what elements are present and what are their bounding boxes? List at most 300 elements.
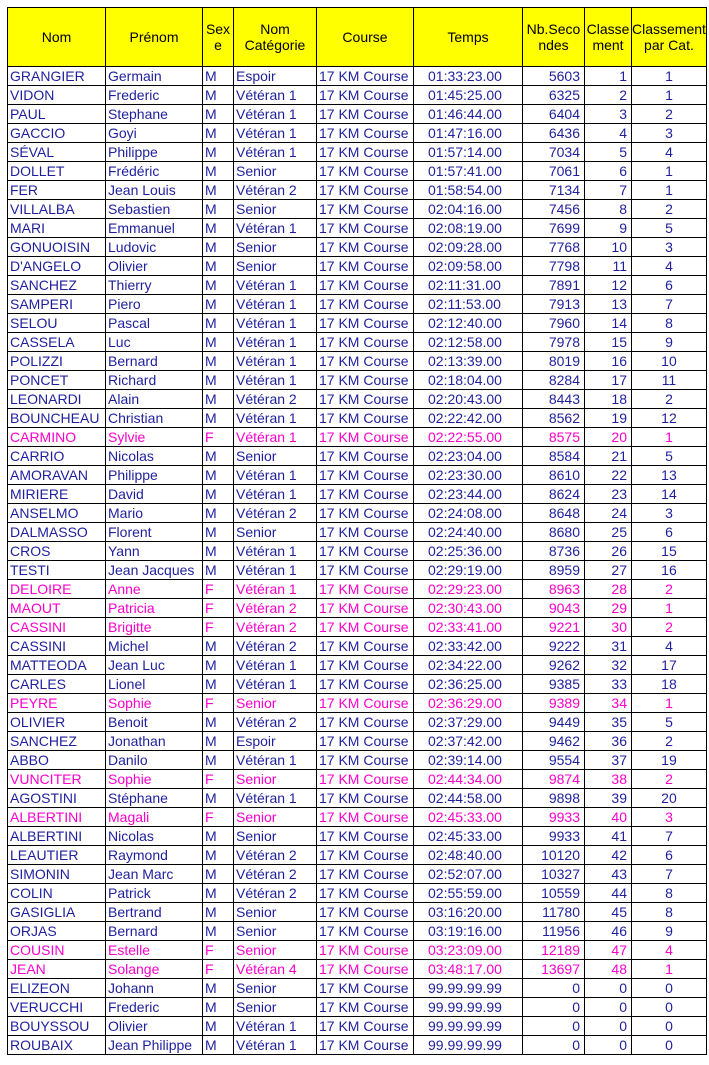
- cell-course: 17 KM Course: [317, 675, 414, 694]
- cell-prenom: Florent: [106, 523, 203, 542]
- cell-sexe: F: [203, 941, 234, 960]
- cell-sexe: M: [203, 352, 234, 371]
- table-row: [8, 428, 707, 447]
- cell-prenom: Jean Marc: [106, 865, 203, 884]
- cell-sexe: F: [203, 580, 234, 599]
- cell-categorie: Vétéran 2: [234, 637, 317, 656]
- cell-course: 17 KM Course: [317, 523, 414, 542]
- table-row: [8, 371, 707, 390]
- cell-sexe: M: [203, 523, 234, 542]
- cell-classement-cat: 14: [632, 485, 707, 504]
- cell-classement: 46: [585, 922, 632, 941]
- table-row: [8, 352, 707, 371]
- table-row: [8, 713, 707, 732]
- cell-temps: 99.99.99.99: [414, 979, 523, 998]
- cell-temps: 01:58:54.00: [414, 181, 523, 200]
- header-nom-categorie: Nom Catégorie: [234, 8, 317, 67]
- cell-nom: PAUL: [8, 105, 106, 124]
- table-row: [8, 238, 707, 257]
- cell-nom: GASIGLIA: [8, 903, 106, 922]
- cell-sexe: M: [203, 238, 234, 257]
- cell-temps: 02:37:29.00: [414, 713, 523, 732]
- cell-nom: DALMASSO: [8, 523, 106, 542]
- cell-classement: 31: [585, 637, 632, 656]
- cell-nb-secondes: 9554: [523, 751, 585, 770]
- cell-classement-cat: 2: [632, 200, 707, 219]
- cell-categorie: Senior: [234, 694, 317, 713]
- cell-categorie: Vétéran 1: [234, 314, 317, 333]
- cell-course: 17 KM Course: [317, 105, 414, 124]
- cell-course: 17 KM Course: [317, 466, 414, 485]
- cell-temps: 02:23:30.00: [414, 466, 523, 485]
- cell-classement: 27: [585, 561, 632, 580]
- cell-sexe: F: [203, 618, 234, 637]
- cell-prenom: Danilo: [106, 751, 203, 770]
- cell-temps: 02:24:40.00: [414, 523, 523, 542]
- cell-sexe: M: [203, 409, 234, 428]
- cell-nb-secondes: 7456: [523, 200, 585, 219]
- cell-nom: COUSIN: [8, 941, 106, 960]
- cell-categorie: Vétéran 1: [234, 219, 317, 238]
- cell-sexe: M: [203, 390, 234, 409]
- cell-course: 17 KM Course: [317, 124, 414, 143]
- cell-sexe: M: [203, 333, 234, 352]
- cell-course: 17 KM Course: [317, 1017, 414, 1036]
- cell-classement-cat: 6: [632, 523, 707, 542]
- cell-classement-cat: 6: [632, 846, 707, 865]
- cell-categorie: Vétéran 1: [234, 276, 317, 295]
- cell-nom: PONCET: [8, 371, 106, 390]
- results-body: [8, 67, 707, 1055]
- cell-nb-secondes: 7913: [523, 295, 585, 314]
- table-row: [8, 295, 707, 314]
- table-row: [8, 466, 707, 485]
- cell-nom: ABBO: [8, 751, 106, 770]
- cell-prenom: Patrick: [106, 884, 203, 903]
- cell-course: 17 KM Course: [317, 1036, 414, 1055]
- cell-nb-secondes: 9262: [523, 656, 585, 675]
- cell-nb-secondes: 9933: [523, 808, 585, 827]
- table-row: [8, 1036, 707, 1055]
- cell-nom: COLIN: [8, 884, 106, 903]
- cell-classement: 3: [585, 105, 632, 124]
- cell-temps: 01:47:16.00: [414, 124, 523, 143]
- cell-sexe: M: [203, 979, 234, 998]
- cell-categorie: Vétéran 2: [234, 181, 317, 200]
- cell-nom: SELOU: [8, 314, 106, 333]
- cell-temps: 02:18:04.00: [414, 371, 523, 390]
- cell-nom: BOUYSSOU: [8, 1017, 106, 1036]
- cell-temps: 02:30:43.00: [414, 599, 523, 618]
- cell-sexe: M: [203, 314, 234, 333]
- cell-categorie: Senior: [234, 903, 317, 922]
- cell-nb-secondes: 7134: [523, 181, 585, 200]
- cell-classement-cat: 12: [632, 409, 707, 428]
- cell-nom: SANCHEZ: [8, 276, 106, 295]
- cell-prenom: Frederic: [106, 998, 203, 1017]
- cell-nb-secondes: 6325: [523, 86, 585, 105]
- cell-temps: 02:12:58.00: [414, 333, 523, 352]
- cell-prenom: Richard: [106, 371, 203, 390]
- table-row: [8, 86, 707, 105]
- cell-classement-cat: 19: [632, 751, 707, 770]
- cell-nom: TESTI: [8, 561, 106, 580]
- cell-nb-secondes: 8680: [523, 523, 585, 542]
- table-row: [8, 181, 707, 200]
- cell-course: 17 KM Course: [317, 637, 414, 656]
- cell-nb-secondes: 9222: [523, 637, 585, 656]
- cell-nom: D'ANGELO: [8, 257, 106, 276]
- cell-classement: 18: [585, 390, 632, 409]
- cell-course: 17 KM Course: [317, 181, 414, 200]
- cell-prenom: Luc: [106, 333, 203, 352]
- cell-prenom: Jean Luc: [106, 656, 203, 675]
- header-sexe: Sexe: [203, 8, 234, 67]
- cell-sexe: M: [203, 143, 234, 162]
- cell-nb-secondes: 9385: [523, 675, 585, 694]
- cell-prenom: Olivier: [106, 257, 203, 276]
- cell-sexe: M: [203, 371, 234, 390]
- cell-classement: 30: [585, 618, 632, 637]
- cell-temps: 02:20:43.00: [414, 390, 523, 409]
- table-row: [8, 485, 707, 504]
- cell-classement-cat: 6: [632, 276, 707, 295]
- cell-prenom: David: [106, 485, 203, 504]
- cell-classement: 0: [585, 1017, 632, 1036]
- header-temps: Temps: [414, 8, 523, 67]
- cell-classement-cat: 9: [632, 922, 707, 941]
- cell-categorie: Senior: [234, 770, 317, 789]
- cell-prenom: Nicolas: [106, 827, 203, 846]
- cell-categorie: Vétéran 1: [234, 1036, 317, 1055]
- cell-temps: 02:39:14.00: [414, 751, 523, 770]
- cell-categorie: Vétéran 2: [234, 884, 317, 903]
- cell-classement-cat: 1: [632, 960, 707, 979]
- table-row: [8, 998, 707, 1017]
- cell-nom: MAOUT: [8, 599, 106, 618]
- cell-prenom: Emmanuel: [106, 219, 203, 238]
- table-row: [8, 542, 707, 561]
- cell-sexe: M: [203, 732, 234, 751]
- cell-prenom: Pascal: [106, 314, 203, 333]
- table-row: [8, 846, 707, 865]
- cell-sexe: M: [203, 257, 234, 276]
- cell-nom: LEONARDI: [8, 390, 106, 409]
- cell-classement: 38: [585, 770, 632, 789]
- cell-nom: SAMPERI: [8, 295, 106, 314]
- cell-prenom: Ludovic: [106, 238, 203, 257]
- cell-temps: 03:16:20.00: [414, 903, 523, 922]
- cell-classement: 39: [585, 789, 632, 808]
- cell-categorie: Vétéran 1: [234, 143, 317, 162]
- cell-nom: MARI: [8, 219, 106, 238]
- cell-course: 17 KM Course: [317, 314, 414, 333]
- cell-course: 17 KM Course: [317, 770, 414, 789]
- cell-sexe: F: [203, 770, 234, 789]
- cell-classement: 0: [585, 998, 632, 1017]
- cell-nom: POLIZZI: [8, 352, 106, 371]
- cell-prenom: Sophie: [106, 694, 203, 713]
- cell-sexe: M: [203, 561, 234, 580]
- cell-course: 17 KM Course: [317, 257, 414, 276]
- cell-classement: 5: [585, 143, 632, 162]
- table-row: [8, 105, 707, 124]
- cell-nb-secondes: 8562: [523, 409, 585, 428]
- cell-classement: 28: [585, 580, 632, 599]
- cell-temps: 02:48:40.00: [414, 846, 523, 865]
- cell-sexe: M: [203, 219, 234, 238]
- cell-categorie: Senior: [234, 808, 317, 827]
- cell-temps: 02:25:36.00: [414, 542, 523, 561]
- cell-sexe: M: [203, 124, 234, 143]
- cell-classement-cat: 0: [632, 1017, 707, 1036]
- cell-nb-secondes: 13697: [523, 960, 585, 979]
- cell-categorie: Vétéran 1: [234, 580, 317, 599]
- cell-prenom: Jonathan: [106, 732, 203, 751]
- cell-sexe: M: [203, 637, 234, 656]
- cell-nb-secondes: 6436: [523, 124, 585, 143]
- cell-prenom: Stéphane: [106, 789, 203, 808]
- cell-prenom: Frédéric: [106, 162, 203, 181]
- cell-nb-secondes: 5603: [523, 67, 585, 86]
- cell-prenom: Jean Jacques: [106, 561, 203, 580]
- cell-prenom: Jean Louis: [106, 181, 203, 200]
- cell-temps: 02:29:23.00: [414, 580, 523, 599]
- cell-sexe: F: [203, 808, 234, 827]
- cell-course: 17 KM Course: [317, 390, 414, 409]
- cell-classement: 35: [585, 713, 632, 732]
- cell-prenom: Sylvie: [106, 428, 203, 447]
- cell-classement: 0: [585, 1036, 632, 1055]
- cell-temps: 01:33:23.00: [414, 67, 523, 86]
- cell-course: 17 KM Course: [317, 371, 414, 390]
- cell-course: 17 KM Course: [317, 751, 414, 770]
- cell-nom: CARRIO: [8, 447, 106, 466]
- table-row: [8, 333, 707, 352]
- cell-classement-cat: 2: [632, 618, 707, 637]
- cell-nb-secondes: 7768: [523, 238, 585, 257]
- cell-prenom: Raymond: [106, 846, 203, 865]
- cell-nom: AGOSTINI: [8, 789, 106, 808]
- cell-categorie: Vétéran 1: [234, 295, 317, 314]
- cell-classement: 47: [585, 941, 632, 960]
- cell-temps: 01:46:44.00: [414, 105, 523, 124]
- cell-prenom: Bernard: [106, 922, 203, 941]
- cell-classement: 9: [585, 219, 632, 238]
- table-row: [8, 1017, 707, 1036]
- cell-course: 17 KM Course: [317, 143, 414, 162]
- cell-classement: 24: [585, 504, 632, 523]
- cell-course: 17 KM Course: [317, 694, 414, 713]
- cell-nom: GRANGIER: [8, 67, 106, 86]
- cell-classement-cat: 3: [632, 124, 707, 143]
- cell-prenom: Mario: [106, 504, 203, 523]
- cell-nom: SANCHEZ: [8, 732, 106, 751]
- table-row: [8, 276, 707, 295]
- cell-classement-cat: 4: [632, 637, 707, 656]
- cell-classement: 21: [585, 447, 632, 466]
- cell-classement: 48: [585, 960, 632, 979]
- table-row: [8, 67, 707, 86]
- cell-temps: 02:08:19.00: [414, 219, 523, 238]
- cell-sexe: M: [203, 789, 234, 808]
- cell-nom: CASSINI: [8, 618, 106, 637]
- cell-categorie: Vétéran 1: [234, 371, 317, 390]
- cell-categorie: Espoir: [234, 67, 317, 86]
- cell-temps: 02:44:34.00: [414, 770, 523, 789]
- cell-sexe: M: [203, 276, 234, 295]
- table-row: [8, 143, 707, 162]
- cell-nom: PEYRE: [8, 694, 106, 713]
- cell-nb-secondes: 7978: [523, 333, 585, 352]
- cell-nb-secondes: 10327: [523, 865, 585, 884]
- cell-categorie: Senior: [234, 238, 317, 257]
- cell-classement-cat: 8: [632, 314, 707, 333]
- cell-nb-secondes: 8959: [523, 561, 585, 580]
- cell-classement: 19: [585, 409, 632, 428]
- cell-temps: 02:13:39.00: [414, 352, 523, 371]
- cell-temps: 01:57:14.00: [414, 143, 523, 162]
- cell-nom: CARMINO: [8, 428, 106, 447]
- cell-nom: GONUOISIN: [8, 238, 106, 257]
- cell-categorie: Senior: [234, 998, 317, 1017]
- cell-nom: GACCIO: [8, 124, 106, 143]
- cell-prenom: Stephane: [106, 105, 203, 124]
- cell-course: 17 KM Course: [317, 162, 414, 181]
- cell-course: 17 KM Course: [317, 846, 414, 865]
- cell-classement: 16: [585, 352, 632, 371]
- cell-classement-cat: 20: [632, 789, 707, 808]
- header-nom: Nom: [8, 8, 106, 67]
- cell-prenom: Magali: [106, 808, 203, 827]
- cell-course: 17 KM Course: [317, 67, 414, 86]
- cell-course: 17 KM Course: [317, 618, 414, 637]
- cell-categorie: Vétéran 1: [234, 428, 317, 447]
- cell-nom: ROUBAIX: [8, 1036, 106, 1055]
- cell-prenom: Germain: [106, 67, 203, 86]
- cell-classement: 8: [585, 200, 632, 219]
- header-row: [8, 8, 707, 67]
- table-row: [8, 675, 707, 694]
- cell-classement-cat: 7: [632, 295, 707, 314]
- cell-sexe: M: [203, 675, 234, 694]
- cell-temps: 02:11:53.00: [414, 295, 523, 314]
- cell-classement-cat: 8: [632, 884, 707, 903]
- table-row: [8, 390, 707, 409]
- cell-nom: CARLES: [8, 675, 106, 694]
- cell-categorie: Vétéran 1: [234, 409, 317, 428]
- table-row: [8, 561, 707, 580]
- cell-classement: 12: [585, 276, 632, 295]
- cell-course: 17 KM Course: [317, 219, 414, 238]
- cell-classement-cat: 1: [632, 67, 707, 86]
- cell-temps: 02:33:42.00: [414, 637, 523, 656]
- cell-prenom: Frederic: [106, 86, 203, 105]
- cell-classement-cat: 0: [632, 979, 707, 998]
- cell-course: 17 KM Course: [317, 333, 414, 352]
- cell-classement: 45: [585, 903, 632, 922]
- cell-prenom: Goyi: [106, 124, 203, 143]
- cell-nb-secondes: 7061: [523, 162, 585, 181]
- cell-categorie: Vétéran 2: [234, 390, 317, 409]
- cell-temps: 01:45:25.00: [414, 86, 523, 105]
- table-row: [8, 124, 707, 143]
- cell-nb-secondes: 8610: [523, 466, 585, 485]
- cell-course: 17 KM Course: [317, 200, 414, 219]
- table-row: [8, 903, 707, 922]
- cell-categorie: Senior: [234, 523, 317, 542]
- cell-sexe: M: [203, 295, 234, 314]
- cell-course: 17 KM Course: [317, 561, 414, 580]
- cell-categorie: Vétéran 2: [234, 504, 317, 523]
- cell-sexe: M: [203, 903, 234, 922]
- cell-sexe: M: [203, 884, 234, 903]
- table-row: [8, 257, 707, 276]
- cell-temps: 02:09:28.00: [414, 238, 523, 257]
- cell-classement: 11: [585, 257, 632, 276]
- cell-nom: BOUNCHEAU: [8, 409, 106, 428]
- cell-classement-cat: 1: [632, 428, 707, 447]
- cell-categorie: Vétéran 1: [234, 656, 317, 675]
- cell-classement-cat: 1: [632, 694, 707, 713]
- cell-categorie: Vétéran 1: [234, 105, 317, 124]
- cell-prenom: Johann: [106, 979, 203, 998]
- cell-classement-cat: 0: [632, 998, 707, 1017]
- cell-classement-cat: 7: [632, 827, 707, 846]
- cell-sexe: M: [203, 447, 234, 466]
- table-row: [8, 200, 707, 219]
- cell-nom: VIDON: [8, 86, 106, 105]
- cell-prenom: Nicolas: [106, 447, 203, 466]
- table-row: [8, 770, 707, 789]
- cell-temps: 02:33:41.00: [414, 618, 523, 637]
- cell-classement: 41: [585, 827, 632, 846]
- cell-nom: ALBERTINI: [8, 808, 106, 827]
- cell-course: 17 KM Course: [317, 86, 414, 105]
- cell-nb-secondes: 10559: [523, 884, 585, 903]
- cell-temps: 02:04:16.00: [414, 200, 523, 219]
- cell-temps: 02:36:29.00: [414, 694, 523, 713]
- cell-categorie: Vétéran 1: [234, 86, 317, 105]
- cell-temps: 02:24:08.00: [414, 504, 523, 523]
- cell-course: 17 KM Course: [317, 656, 414, 675]
- table-row: [8, 599, 707, 618]
- cell-classement-cat: 8: [632, 903, 707, 922]
- cell-nb-secondes: 8736: [523, 542, 585, 561]
- cell-classement: 20: [585, 428, 632, 447]
- cell-nb-secondes: 0: [523, 998, 585, 1017]
- cell-sexe: M: [203, 86, 234, 105]
- cell-classement: 0: [585, 979, 632, 998]
- cell-classement: 14: [585, 314, 632, 333]
- cell-sexe: M: [203, 466, 234, 485]
- cell-sexe: M: [203, 827, 234, 846]
- cell-nb-secondes: 9043: [523, 599, 585, 618]
- cell-nb-secondes: 0: [523, 1036, 585, 1055]
- cell-nb-secondes: 6404: [523, 105, 585, 124]
- cell-sexe: M: [203, 998, 234, 1017]
- cell-course: 17 KM Course: [317, 447, 414, 466]
- cell-prenom: Benoit: [106, 713, 203, 732]
- table-row: [8, 827, 707, 846]
- cell-categorie: Vétéran 1: [234, 333, 317, 352]
- cell-nom: VILLALBA: [8, 200, 106, 219]
- cell-categorie: Vétéran 1: [234, 485, 317, 504]
- cell-nb-secondes: 9221: [523, 618, 585, 637]
- table-row: [8, 162, 707, 181]
- cell-prenom: Christian: [106, 409, 203, 428]
- cell-temps: 02:12:40.00: [414, 314, 523, 333]
